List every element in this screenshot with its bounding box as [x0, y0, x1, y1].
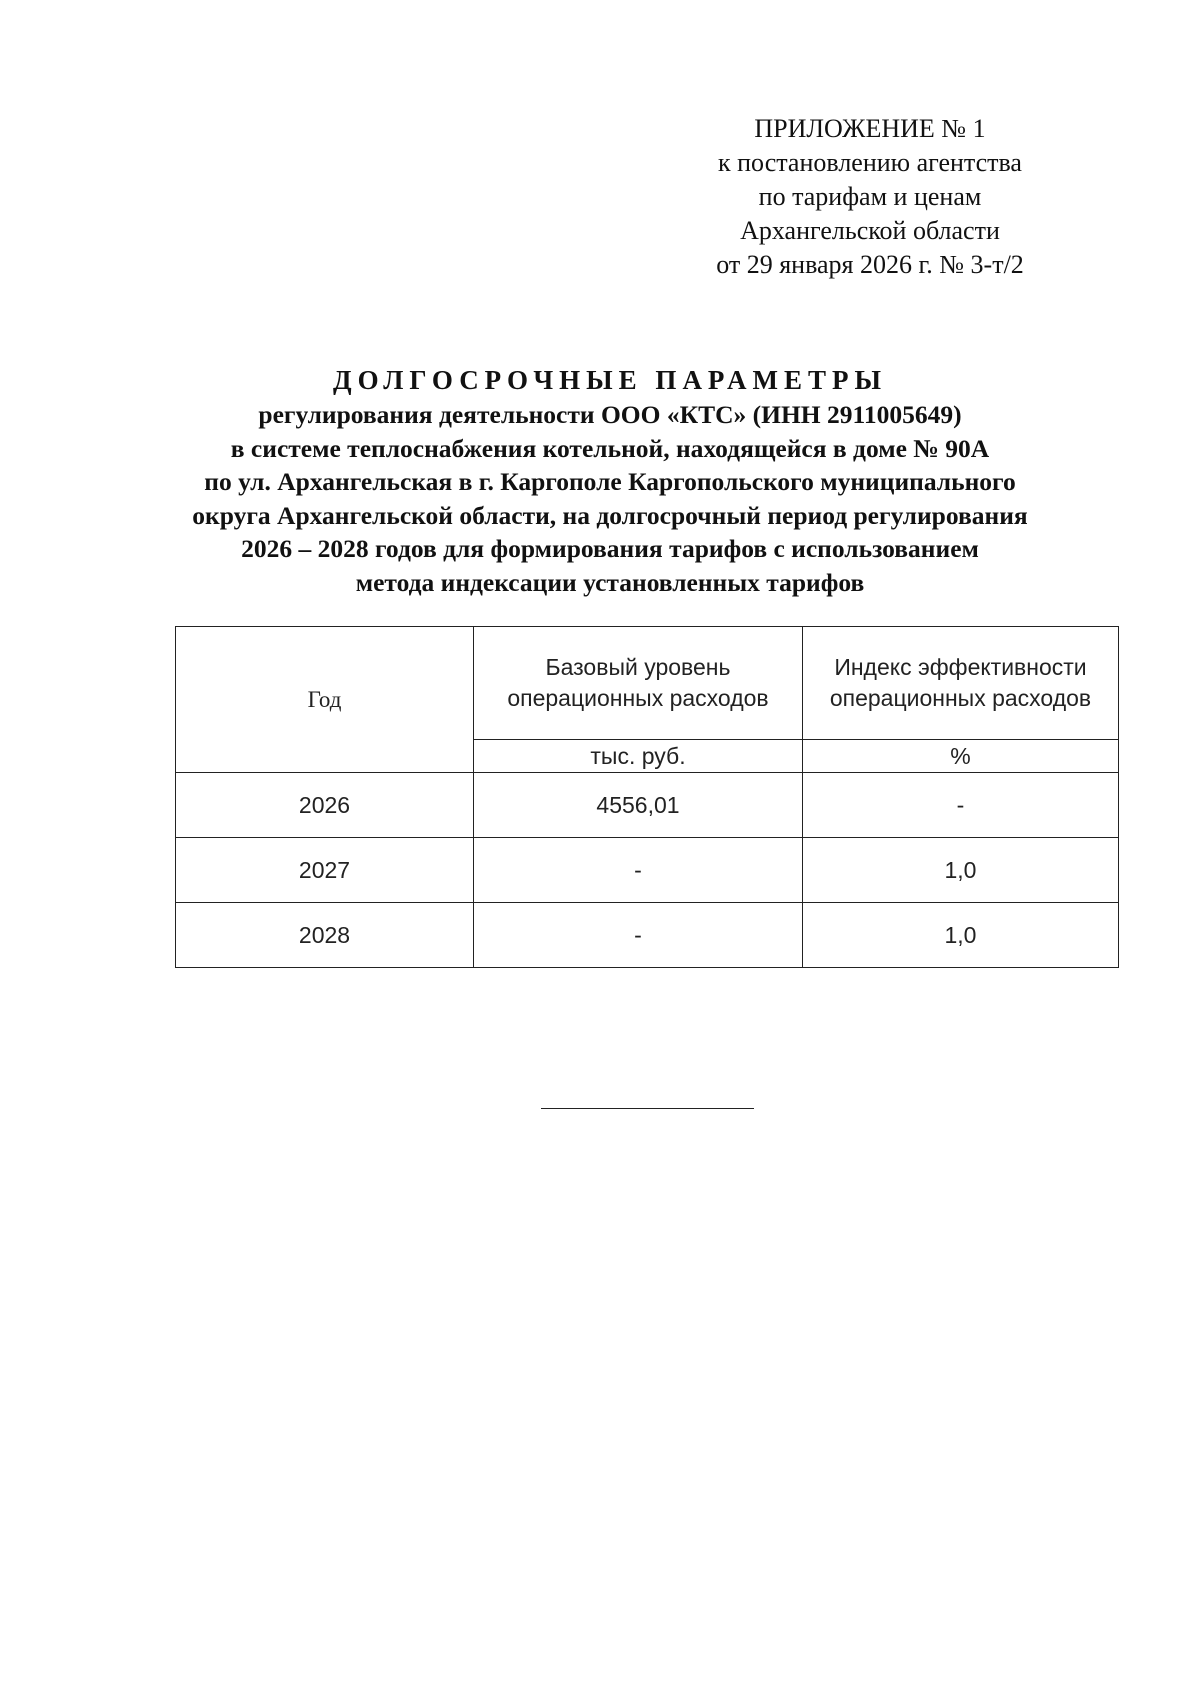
header-base-level	[474, 627, 803, 740]
title-line: округа Архангельской области, на долгосрочный период регулирования	[192, 500, 1028, 530]
title-line: 2026 – 2028 годов для формирования тарифов с использованием	[241, 534, 979, 563]
table-row	[176, 838, 1119, 903]
table-row	[176, 773, 1119, 838]
header-base-line1: Базовый уровень	[545, 654, 731, 680]
title-line: регулирования деятельности ООО «КТС» (ИНН 2911005649)	[258, 400, 962, 429]
cell-year: 2026	[176, 773, 474, 838]
cell-index: 1,0	[803, 838, 1119, 903]
appendix-line: Архангельской области	[740, 216, 1000, 245]
end-divider	[541, 1108, 754, 1109]
parameters-table	[175, 626, 1119, 968]
appendix-block	[680, 112, 1060, 282]
unit-base: тыс. руб.	[474, 740, 803, 773]
cell-year: 2028	[176, 903, 474, 968]
header-efficiency-index	[803, 627, 1119, 740]
cell-index: -	[803, 773, 1119, 838]
title-line: в системе теплоснабжения котельной, находящейся в доме № 90А	[230, 433, 990, 463]
title-heading: ДОЛГОСРОЧНЫЕ ПАРАМЕТРЫ	[333, 365, 887, 395]
header-base-line2: операционных расходов	[507, 685, 769, 711]
title-line: по ул. Архангельская в г. Каргополе Каргопольского муниципального	[204, 467, 1016, 496]
cell-base: 4556,01	[474, 773, 803, 838]
appendix-date-line: от 29 января 2026 г. № 3-т/2	[716, 250, 1024, 279]
table-row	[176, 903, 1119, 968]
header-index-line1: Индекс эффективности	[834, 654, 1087, 680]
cell-base: -	[474, 838, 803, 903]
header-index-line2: операционных расходов	[829, 685, 1092, 711]
table-header-row	[176, 627, 1119, 740]
cell-year: 2027	[176, 838, 474, 903]
cell-index: 1,0	[803, 903, 1119, 968]
unit-index: %	[803, 740, 1119, 773]
appendix-line: к постановлению агентства	[718, 148, 1022, 177]
appendix-title: ПРИЛОЖЕНИЕ № 1	[754, 114, 986, 143]
title-line: метода индексации установленных тарифов	[355, 567, 865, 597]
header-year: Год	[176, 627, 474, 773]
document-title	[120, 362, 1100, 599]
appendix-line: по тарифам и ценам	[758, 182, 982, 211]
cell-base: -	[474, 903, 803, 968]
